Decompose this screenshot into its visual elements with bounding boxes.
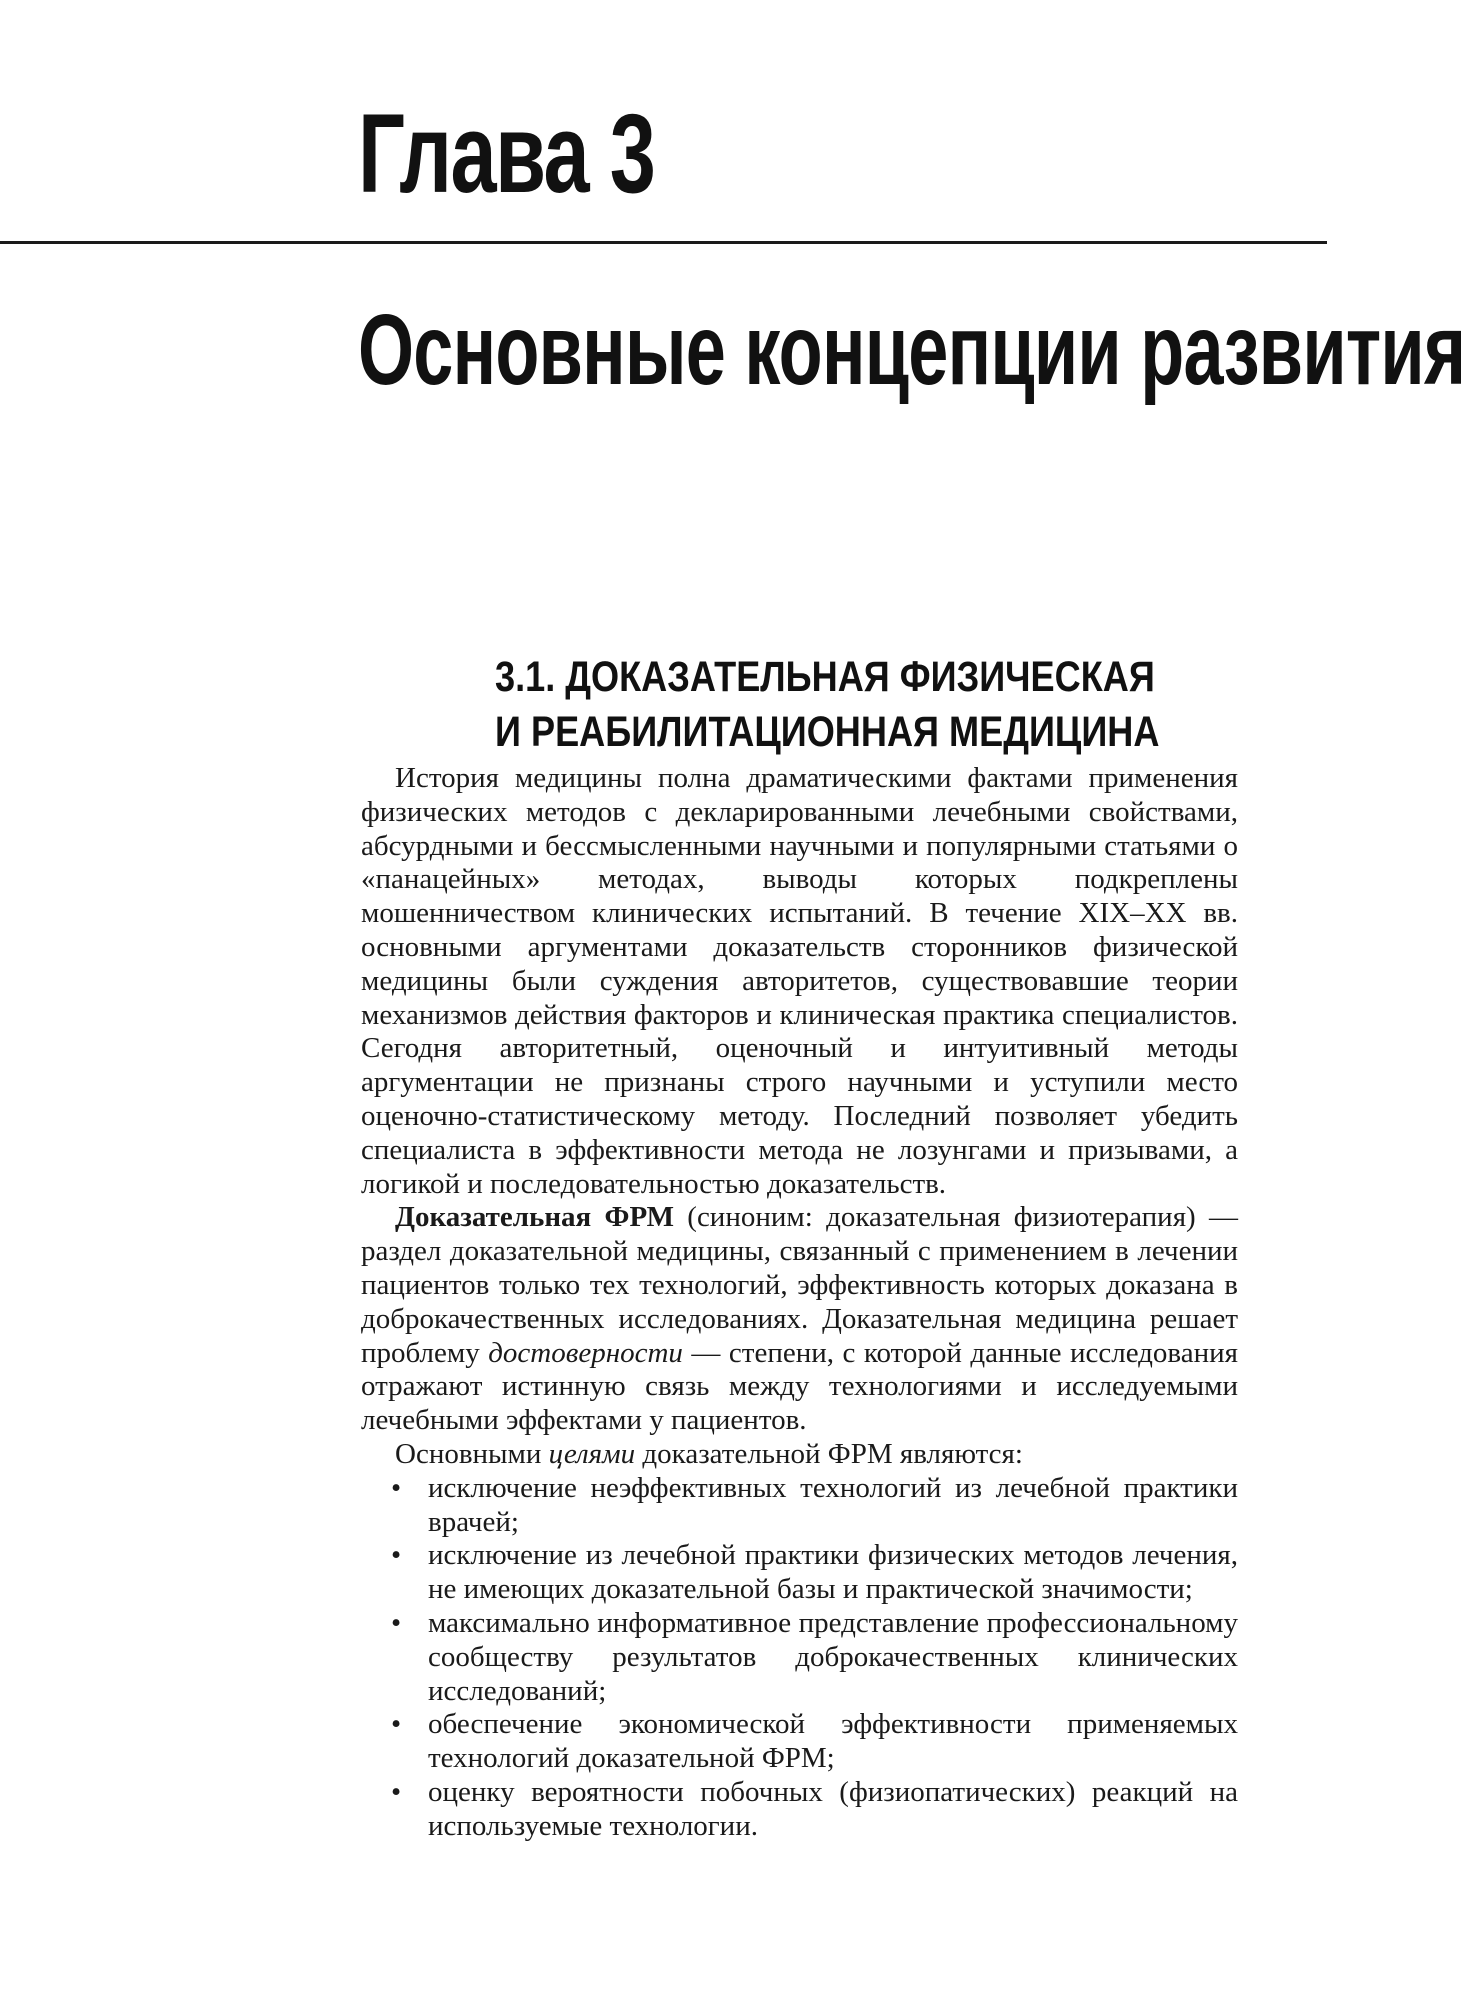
list-item-text: обеспечение экономической эффективности применяемых технологий доказательной ФРМ; [428,1708,1238,1775]
bullet-icon: • [391,1708,402,1741]
goals-intro-text-2: доказательной ФРМ являются: [635,1437,1023,1470]
paragraph-goals-intro [361,1438,1238,1472]
definition-text-1: (синоним: доказательная физиотерапия) — раздел доказательной медицины, связанный с применением в лечении пациентов только тех технологий, эффективность которых доказана в доброкачественных исследованиях. Доказательная медицина решает проблему [361,1201,1238,1369]
list-item-text: исключение из лечебной практики физических методов лечения, не имеющих доказательной базы и практической значимости; [428,1539,1238,1606]
goals-list [361,1472,1238,1844]
section-heading-line-1: 3.1. ДОКАЗАТЕЛЬНАЯ ФИЗИЧЕСКАЯ [495,653,1155,701]
goals-intro-text-1: Основными [395,1437,549,1470]
list-item [361,1539,1238,1607]
paragraph-history: История медицины полна драматическими фактами применения физических методов с декларированными лечебными свойствами, абсурдными и бессмысленными научными и популярными статьями о «панацейных» методах, выводы которых подкреплены мошенничеством клинических испытаний. В течение XIX–XX вв. основными аргументами доказательств сторонников физической медицины были суждения авторитетов, существовавшие теории механизмов действия факторов и клиническая практика специалистов. Сегодня авторитетный, оценочный и интуитивный методы аргументации не признаны строго научными и уступили место оценочно-статистическому методу. Последний позволяет убедить специалиста в эффективности метода не лозунгами и призывами, а логикой и последовательностью доказательств. [361,762,1238,1200]
bullet-icon: • [391,1775,402,1808]
definition-text-2: — степени, с которой данные исследования отражают истинную связь между технологиями и исследуемыми лечебными эффектами у пациентов. [361,1336,1238,1437]
term-reliability: достоверности [488,1336,683,1369]
list-item [361,1776,1238,1844]
chapter-title: Основные концепции развития [358,294,1465,406]
bullet-icon: • [391,1539,402,1572]
list-item [361,1472,1238,1540]
list-item [361,1607,1238,1708]
body-text [361,762,1238,1844]
list-item [361,1708,1238,1776]
section-heading [495,650,1159,760]
term-goals: целями [548,1437,636,1470]
list-item-text: исключение неэффективных технологий из лечебной практики врачей; [428,1471,1238,1538]
chapter-label: Глава 3 [358,91,655,216]
list-item-text: оценку вероятности побочных (физиопатических) реакций на используемые технологии. [428,1775,1238,1842]
chapter-divider [0,241,1327,244]
list-item-text: максимально информативное представление профессиональному сообществу результатов доброкачественных клинических исследований; [428,1606,1238,1707]
section-heading-line-2: И РЕАБИЛИТАЦИОННАЯ МЕДИЦИНА [495,708,1160,756]
bullet-icon: • [391,1471,402,1504]
paragraph-definition [361,1201,1238,1438]
term-evidence-based-prm: Доказательная ФРМ [395,1201,674,1234]
bullet-icon: • [391,1606,402,1639]
